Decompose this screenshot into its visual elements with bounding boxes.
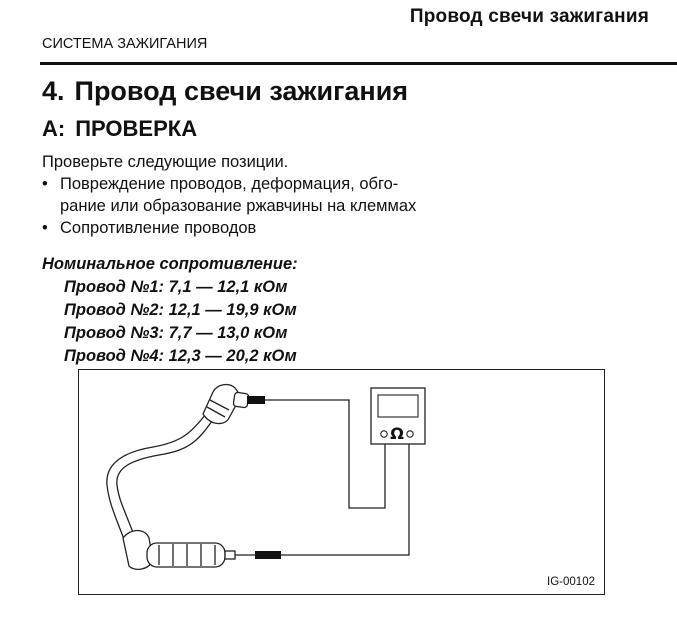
bottom-probe-tip bbox=[255, 551, 281, 559]
spec-row: Провод №2: 12,1 — 19,9 кОм bbox=[64, 301, 297, 319]
ohmmeter bbox=[371, 388, 425, 444]
bottom-boot-connector bbox=[123, 531, 235, 570]
bullet-item bbox=[42, 217, 512, 239]
ohm-symbol: Ω bbox=[390, 424, 404, 443]
section-number: 4. bbox=[42, 76, 65, 106]
figure-code: IG-00102 bbox=[547, 576, 595, 588]
measurement-figure bbox=[78, 369, 605, 595]
spec-heading: Номинальное сопротивление: bbox=[42, 255, 298, 273]
spec-row: Провод №3: 7,7 — 13,0 кОм bbox=[64, 324, 288, 342]
top-probe-tip bbox=[247, 396, 265, 404]
subsection-letter: A: bbox=[42, 116, 66, 141]
chapter-title: СИСТЕМА ЗАЖИГАНИЯ bbox=[42, 36, 208, 52]
bullet-line: Повреждение проводов, деформация, обго- bbox=[60, 175, 399, 193]
bullet-dot-icon: • bbox=[42, 219, 48, 237]
section-title-text: Провод свечи зажигания bbox=[74, 76, 409, 106]
bullet-dot-icon: • bbox=[42, 175, 48, 193]
top-boot-connector bbox=[203, 385, 249, 424]
wire-test-diagram bbox=[79, 370, 606, 596]
bullet-item bbox=[42, 173, 512, 217]
bullet-text bbox=[60, 173, 416, 217]
bullet-line: рание или образование ржавчины на клеммах bbox=[60, 197, 417, 215]
spec-row: Провод №4: 12,3 — 20,2 кОм bbox=[64, 347, 297, 365]
ignition-wire bbox=[107, 410, 217, 542]
spec-row: Провод №1: 7,1 — 12,1 кОм bbox=[64, 278, 288, 296]
subsection-title bbox=[42, 116, 197, 142]
header-rule bbox=[40, 62, 677, 65]
intro-text: Проверьте следующие позиции. bbox=[42, 153, 289, 171]
running-title: Провод свечи зажигания bbox=[409, 6, 649, 27]
section-title bbox=[42, 76, 408, 107]
resistance-spec bbox=[42, 253, 298, 368]
bullet-text: Сопротивление проводов bbox=[60, 219, 257, 237]
subsection-title-text: ПРОВЕРКА bbox=[75, 116, 198, 141]
inspection-text bbox=[42, 151, 512, 239]
